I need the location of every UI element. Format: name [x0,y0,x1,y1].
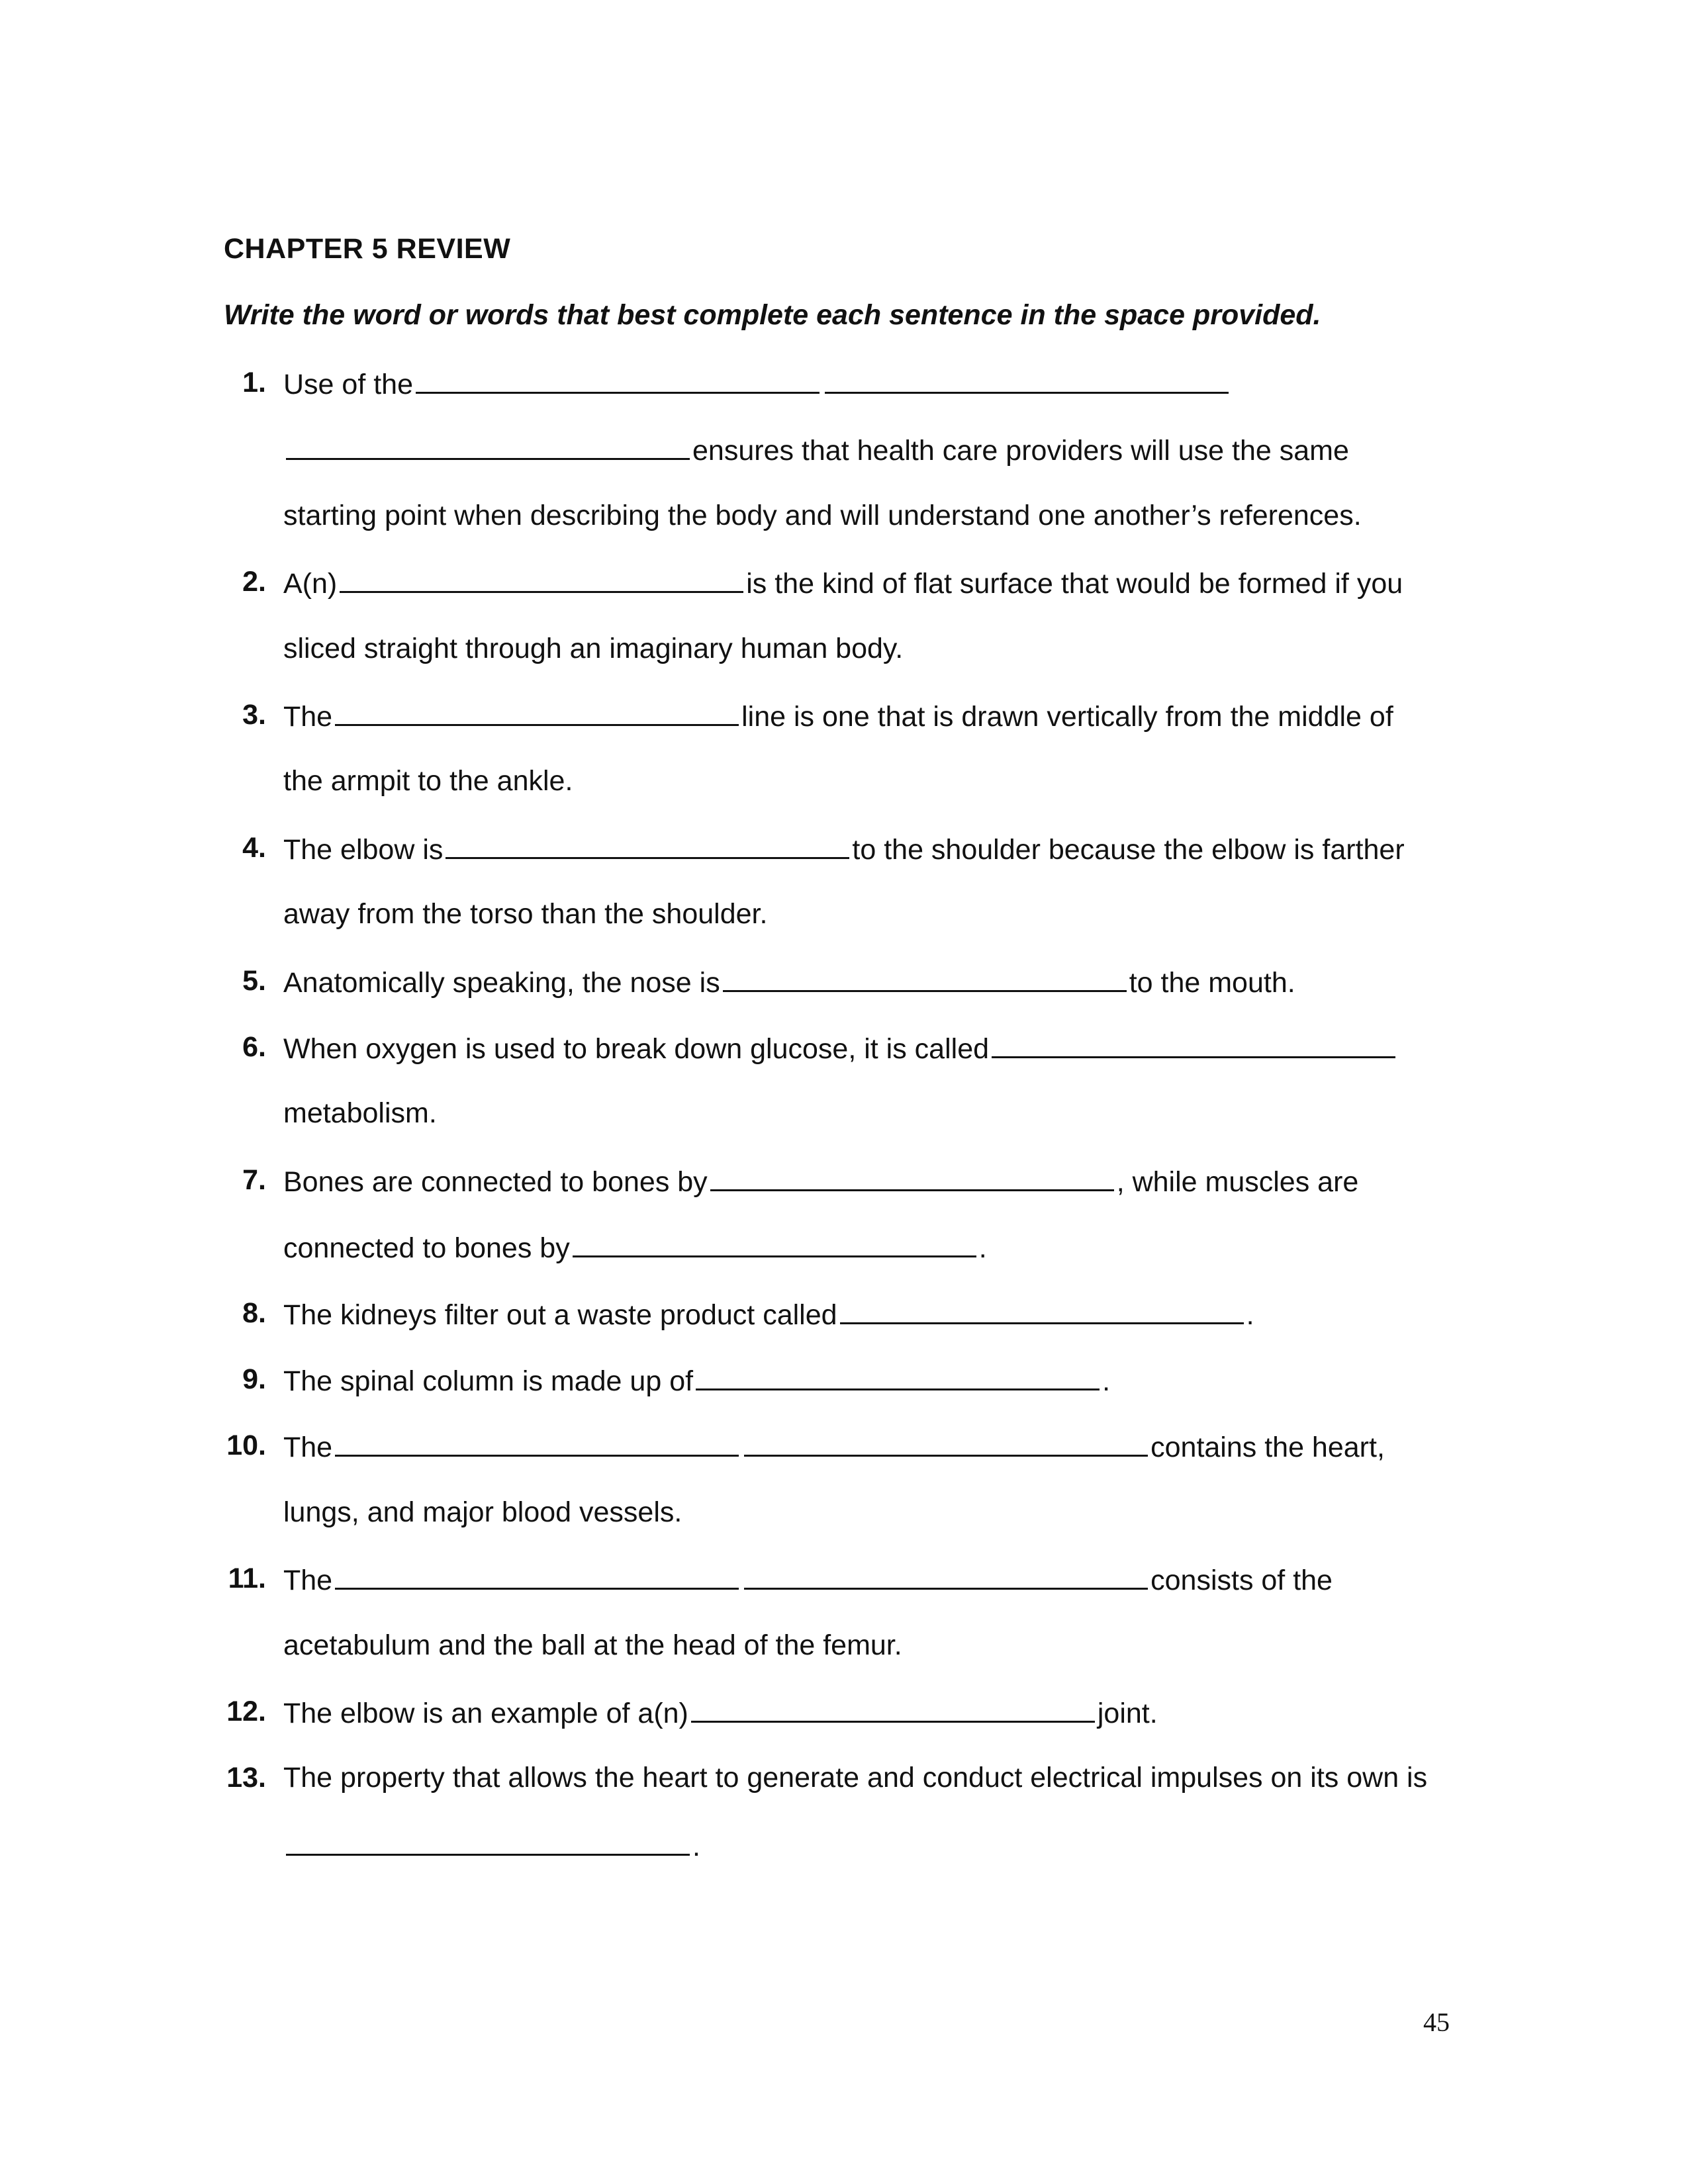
answer-blank[interactable] [286,429,690,460]
question-text: starting point when describing the body and will understand one another’s references. [283,499,1362,531]
question-line [283,1093,437,1133]
question-text: line is one that is drawn vertically from the middle of [741,701,1393,733]
question-line [283,828,1405,870]
question-text: . [1246,1298,1254,1331]
question-line [283,1426,1385,1467]
question-line [283,1625,902,1665]
question-text: The [283,1565,333,1597]
question-number: 7. [242,1163,266,1196]
question-text: . [692,1830,700,1862]
answer-blank[interactable] [696,1359,1100,1390]
answer-blank[interactable] [840,1293,1244,1324]
question-number: 8. [242,1297,266,1329]
question-line [283,894,767,934]
question-line [283,363,1231,404]
question-text: lungs, and major blood vessels. [283,1496,682,1528]
question-text: acetabulum and the ball at the head of the femur. [283,1629,902,1661]
answer-blank[interactable] [335,1426,739,1457]
question-number: 9. [242,1363,266,1395]
instructions: Write the word or words that best complete each sentence in the space provided. [224,299,1321,331]
question-line [283,496,1362,535]
question-text: contains the heart, [1150,1432,1385,1464]
question-text: The elbow is an example of a(n) [283,1698,688,1729]
question-line [283,1692,1158,1733]
question-line [283,1293,1254,1335]
question-number: 4. [242,831,266,864]
question-text: The [283,1432,333,1464]
question-line [283,1492,682,1532]
question-line [283,429,1349,471]
question-text: The kidneys filter out a waste product called [283,1298,837,1331]
question-line [283,761,573,801]
answer-blank[interactable] [723,961,1127,992]
question-line [283,961,1295,1003]
question-text: When oxygen is used to break down glucose, it is called [283,1033,990,1065]
question-line [283,1027,1398,1069]
question-line [283,1559,1333,1600]
answer-blank[interactable] [335,1559,739,1590]
question-line [283,1160,1358,1202]
answer-blank[interactable] [744,1426,1148,1457]
question-text: sliced straight through an imaginary human body. [283,632,904,664]
answer-blank[interactable] [335,695,739,726]
question-line [283,562,1403,604]
question-line [283,695,1393,737]
question-text: to the mouth. [1129,966,1295,999]
answer-blank[interactable] [825,363,1229,394]
question-text: The property that allows the heart to generate and conduct electrical impulses on its own is [283,1762,1428,1794]
question-number: 1. [242,367,266,398]
question-text: The elbow is [283,833,444,866]
question-text: Anatomically speaking, the nose is [283,966,720,999]
question-text: connected to bones by [283,1232,570,1265]
question-line [283,1359,1110,1401]
question-text: The spinal column is made up of [283,1365,694,1397]
question-number: 3. [242,699,266,731]
question-number: 12. [226,1696,266,1727]
question-line [283,1226,987,1268]
question-text: joint. [1097,1698,1158,1729]
question-text: metabolism. [283,1097,437,1130]
chapter-title: CHAPTER 5 REVIEW [224,233,511,265]
question-text: away from the torso than the shoulder. [283,898,768,931]
question-text: Bones are connected to bones by [283,1165,708,1198]
question-text: to the shoulder because the elbow is farther [852,833,1405,866]
question-number: 5. [242,964,266,997]
answer-blank[interactable] [416,363,820,394]
question-line [283,1758,1427,1797]
answer-blank[interactable] [340,562,743,593]
question-text: . [978,1232,987,1265]
answer-blank[interactable] [992,1027,1395,1058]
question-text: A(n) [283,568,338,600]
answer-blank[interactable] [573,1226,976,1257]
question-text: consists of the [1150,1565,1333,1597]
question-text: is the kind of flat surface that would be formed if you [746,568,1403,600]
question-text: ensures that health care providers will use the same [692,435,1349,467]
question-line [283,1825,700,1866]
answer-blank[interactable] [691,1692,1095,1723]
question-number: 10. [226,1430,266,1462]
question-text: , while muscles are [1116,1165,1359,1198]
answer-blank[interactable] [286,1825,690,1856]
answer-blank[interactable] [445,828,849,859]
question-number: 13. [226,1762,266,1794]
question-line [283,629,903,668]
answer-blank[interactable] [710,1160,1114,1191]
question-text: . [1102,1365,1111,1397]
question-number: 6. [242,1031,266,1063]
question-text: Use of the [283,369,413,400]
page-number: 45 [1423,2007,1450,2037]
answer-blank[interactable] [744,1559,1148,1590]
question-number: 11. [228,1563,266,1595]
question-text: The [283,701,333,733]
question-number: 2. [242,566,266,598]
question-text: the armpit to the ankle. [283,765,573,797]
